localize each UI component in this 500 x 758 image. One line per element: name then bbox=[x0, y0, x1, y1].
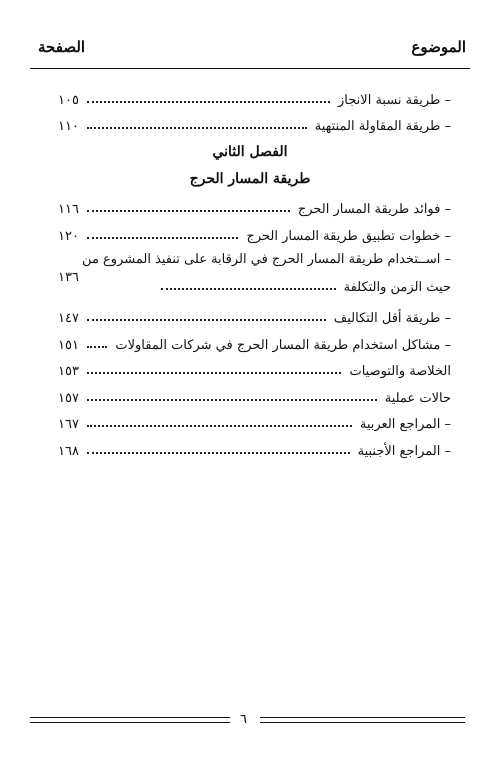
toc-entry bbox=[58, 386, 451, 406]
toc-entry bbox=[58, 197, 451, 217]
toc-entry-page: ١١٠ bbox=[58, 119, 79, 134]
page-number: ٦ bbox=[240, 712, 247, 727]
footer-rule-left bbox=[30, 722, 230, 723]
toc-entry-title: حالات عملية bbox=[384, 391, 451, 406]
toc-entry bbox=[58, 412, 451, 432]
dot-leader bbox=[87, 127, 307, 129]
toc-entry-page: ١٤٧ bbox=[58, 311, 79, 326]
dot-leader bbox=[87, 101, 330, 103]
toc-entry-page: ١٣٦ bbox=[58, 270, 79, 285]
dot-leader bbox=[87, 399, 377, 401]
toc-entry-title: الخلاصة والتوصيات bbox=[349, 364, 451, 379]
toc-entry-title: – خطوات تطبيق طريقة المسار الحرج bbox=[246, 229, 451, 244]
toc-entry-title: – طريقة المقاولة المنتهية bbox=[314, 119, 451, 134]
dot-leader bbox=[87, 372, 342, 374]
toc-entry-title: حيث الزمن والتكلفة bbox=[343, 280, 451, 295]
toc-entry bbox=[58, 306, 451, 326]
dot-leader bbox=[161, 288, 336, 290]
footer-rule-left bbox=[30, 717, 230, 718]
toc-entry-page: ١٦٨ bbox=[58, 444, 79, 459]
toc-entry bbox=[58, 224, 451, 244]
toc-entry-title: – مشاكل استخدام طريقة المسار الحرج في شركات المقاولات bbox=[115, 338, 451, 353]
toc-entry-title: – طريقة نسبة الانجاز bbox=[338, 93, 451, 108]
chapter-subtitle: طريقة المسار الحرج bbox=[189, 171, 311, 187]
dot-leader bbox=[87, 319, 326, 321]
toc-entry-page: ١١٦ bbox=[58, 202, 79, 217]
toc-entry bbox=[58, 439, 451, 459]
toc-entry bbox=[58, 333, 451, 353]
toc-entry-title: – المراجع الأجنبية bbox=[357, 444, 451, 459]
toc-entry-page: ١٥٣ bbox=[58, 364, 79, 379]
toc-entry-title: – فوائد طريقة المسار الحرج bbox=[297, 202, 451, 217]
topic-column-header: الموضوع bbox=[411, 38, 466, 56]
toc-entry bbox=[58, 114, 451, 134]
toc-entry bbox=[58, 88, 451, 108]
toc-entry-page: ١٠٥ bbox=[58, 93, 79, 108]
toc-entry-title: – طريقة أقل التكاليف bbox=[333, 311, 451, 326]
chapter-title: الفصل الثاني bbox=[212, 144, 288, 160]
header-rule bbox=[30, 68, 470, 69]
dot-leader bbox=[87, 425, 352, 427]
page-column-header: الصفحة bbox=[38, 38, 86, 56]
dot-leader bbox=[87, 237, 239, 239]
toc-entry bbox=[58, 359, 451, 379]
toc-entry-title-line1: – اســتخدام طريقة المسار الحرج في الرقابة على تنفيذ المشروع من bbox=[82, 252, 451, 267]
toc-entry-page: ١٢٠ bbox=[58, 229, 79, 244]
dot-leader bbox=[87, 210, 290, 212]
toc-entry-page: ١٥٧ bbox=[58, 391, 79, 406]
toc-entry-title: – المراجع العربية bbox=[359, 417, 451, 432]
toc-entry-page: ١٦٧ bbox=[58, 417, 79, 432]
footer-rule-right bbox=[260, 722, 465, 723]
toc-entry-title-line2 bbox=[161, 280, 451, 295]
dot-leader bbox=[87, 346, 107, 348]
dot-leader bbox=[87, 452, 350, 454]
toc-entry-page: ١٥١ bbox=[58, 338, 79, 353]
footer-rule-right bbox=[260, 717, 465, 718]
